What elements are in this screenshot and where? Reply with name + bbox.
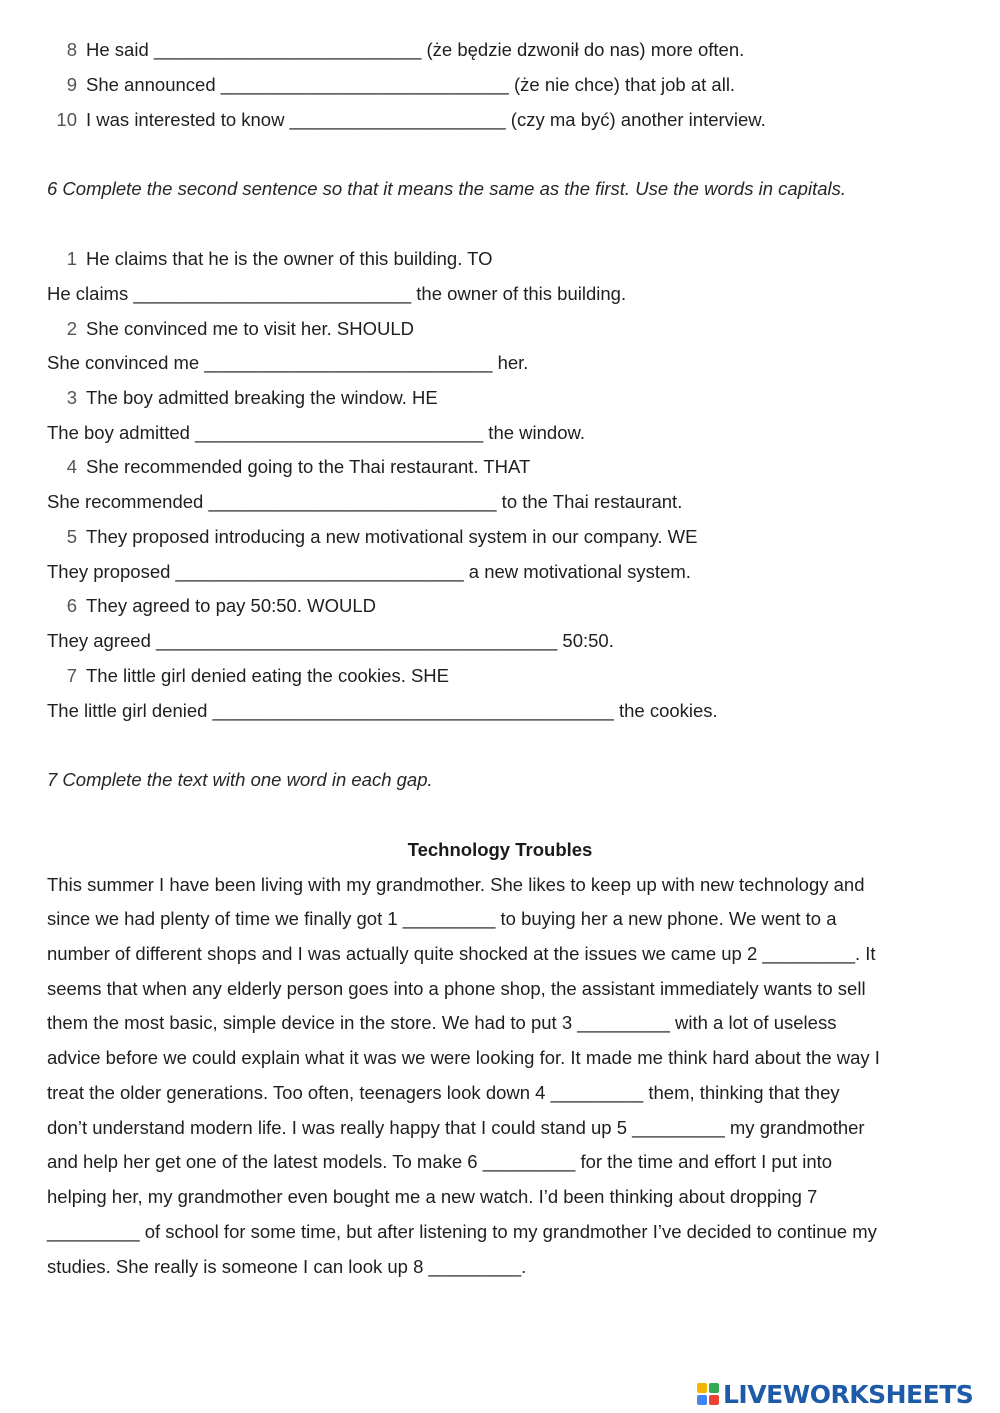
item-number: 4 bbox=[66, 456, 77, 477]
item-text: I was interested to know _____________________ (czy ma być) another interview. bbox=[86, 109, 766, 130]
text-title: Technology Troubles bbox=[407, 839, 593, 860]
s6-item-1-original bbox=[47, 247, 493, 271]
s6-item-4-original bbox=[47, 455, 530, 479]
item-text: She recommended going to the Thai restaurant. THAT bbox=[86, 456, 531, 477]
liveworksheets-logo-icon bbox=[697, 1383, 719, 1405]
item-number: 3 bbox=[66, 387, 77, 408]
text-line-9: and help her get one of the latest models. To make 6 _________ for the time and effort I put into bbox=[47, 1151, 833, 1172]
s6-item-6-original bbox=[47, 594, 376, 618]
item-text: The boy admitted breaking the window. HE bbox=[86, 387, 438, 408]
item-number: 9 bbox=[66, 74, 77, 95]
section-7-instruction: 7 Complete the text with one word in each gap. bbox=[47, 769, 433, 790]
text-line-10: helping her, my grandmother even bought me a new watch. I’d been thinking about dropping 7 bbox=[47, 1186, 818, 1207]
s5-item-9 bbox=[47, 73, 735, 97]
text-line-6: advice before we could explain what it was we were looking for. It made me think hard about the way I bbox=[47, 1047, 880, 1068]
item-number: 5 bbox=[66, 526, 77, 547]
item-number: 10 bbox=[56, 109, 77, 130]
text-line-12: studies. She really is someone I can look up 8 _________. bbox=[47, 1256, 527, 1277]
s5-item-8 bbox=[47, 38, 744, 62]
item-text: She announced ____________________________ (że nie chce) that job at all. bbox=[86, 74, 736, 95]
s5-item-10 bbox=[47, 108, 766, 132]
item-text: He said __________________________ (że będzie dzwonił do nas) more often. bbox=[86, 39, 745, 60]
s6-item-2-rewrite: She convinced me ____________________________ her. bbox=[47, 352, 529, 373]
s6-item-1-rewrite: He claims ___________________________ the owner of this building. bbox=[47, 283, 627, 304]
item-text: The little girl denied eating the cookies. SHE bbox=[86, 665, 450, 686]
text-line-8: don’t understand modern life. I was really happy that I could stand up 5 _________ my grandmother bbox=[47, 1117, 865, 1138]
s6-item-7-original bbox=[47, 664, 449, 688]
logo-text: LIVEWORKSHEETS bbox=[723, 1379, 974, 1409]
section-6-instruction: 6 Complete the second sentence so that it means the same as the first. Use the words in capitals. bbox=[47, 178, 846, 199]
liveworksheets-logo bbox=[697, 1378, 973, 1410]
text-line-5: them the most basic, simple device in the store. We had to put 3 _________ with a lot of useless bbox=[47, 1012, 837, 1033]
s6-item-3-original bbox=[47, 386, 438, 410]
item-text: He claims that he is the owner of this building. TO bbox=[86, 248, 493, 269]
s6-item-6-rewrite: They agreed _______________________________________ 50:50. bbox=[47, 630, 614, 651]
item-number: 6 bbox=[66, 595, 77, 616]
text-line-2: since we had plenty of time we finally got 1 _________ to buying her a new phone. We went to a bbox=[47, 908, 837, 929]
text-line-4: seems that when any elderly person goes into a phone shop, the assistant immediately wants to sell bbox=[47, 978, 866, 999]
text-line-1: This summer I have been living with my grandmother. She likes to keep up with new technology and bbox=[47, 874, 865, 895]
s6-item-2-original bbox=[47, 317, 414, 341]
text-line-3: number of different shops and I was actually quite shocked at the issues we came up 2 _________. It bbox=[47, 943, 876, 964]
s6-item-4-rewrite: She recommended ____________________________ to the Thai restaurant. bbox=[47, 491, 683, 512]
text-line-11: _________ of school for some time, but after listening to my grandmother I’ve decided to continue my bbox=[47, 1221, 877, 1242]
s6-item-3-rewrite: The boy admitted ____________________________ the window. bbox=[47, 422, 585, 443]
item-number: 8 bbox=[66, 39, 77, 60]
s6-item-5-original bbox=[47, 525, 697, 549]
item-number: 1 bbox=[66, 248, 77, 269]
s6-item-5-rewrite: They proposed ____________________________ a new motivational system. bbox=[47, 561, 691, 582]
item-number: 7 bbox=[66, 665, 77, 686]
item-number: 2 bbox=[66, 318, 77, 339]
text-line-7: treat the older generations. Too often, teenagers look down 4 _________ them, thinking that they bbox=[47, 1082, 840, 1103]
item-text: They proposed introducing a new motivational system in our company. WE bbox=[86, 526, 698, 547]
item-text: She convinced me to visit her. SHOULD bbox=[86, 318, 415, 339]
item-text: They agreed to pay 50:50. WOULD bbox=[86, 595, 376, 616]
s6-item-7-rewrite: The little girl denied _______________________________________ the cookies. bbox=[47, 700, 718, 721]
